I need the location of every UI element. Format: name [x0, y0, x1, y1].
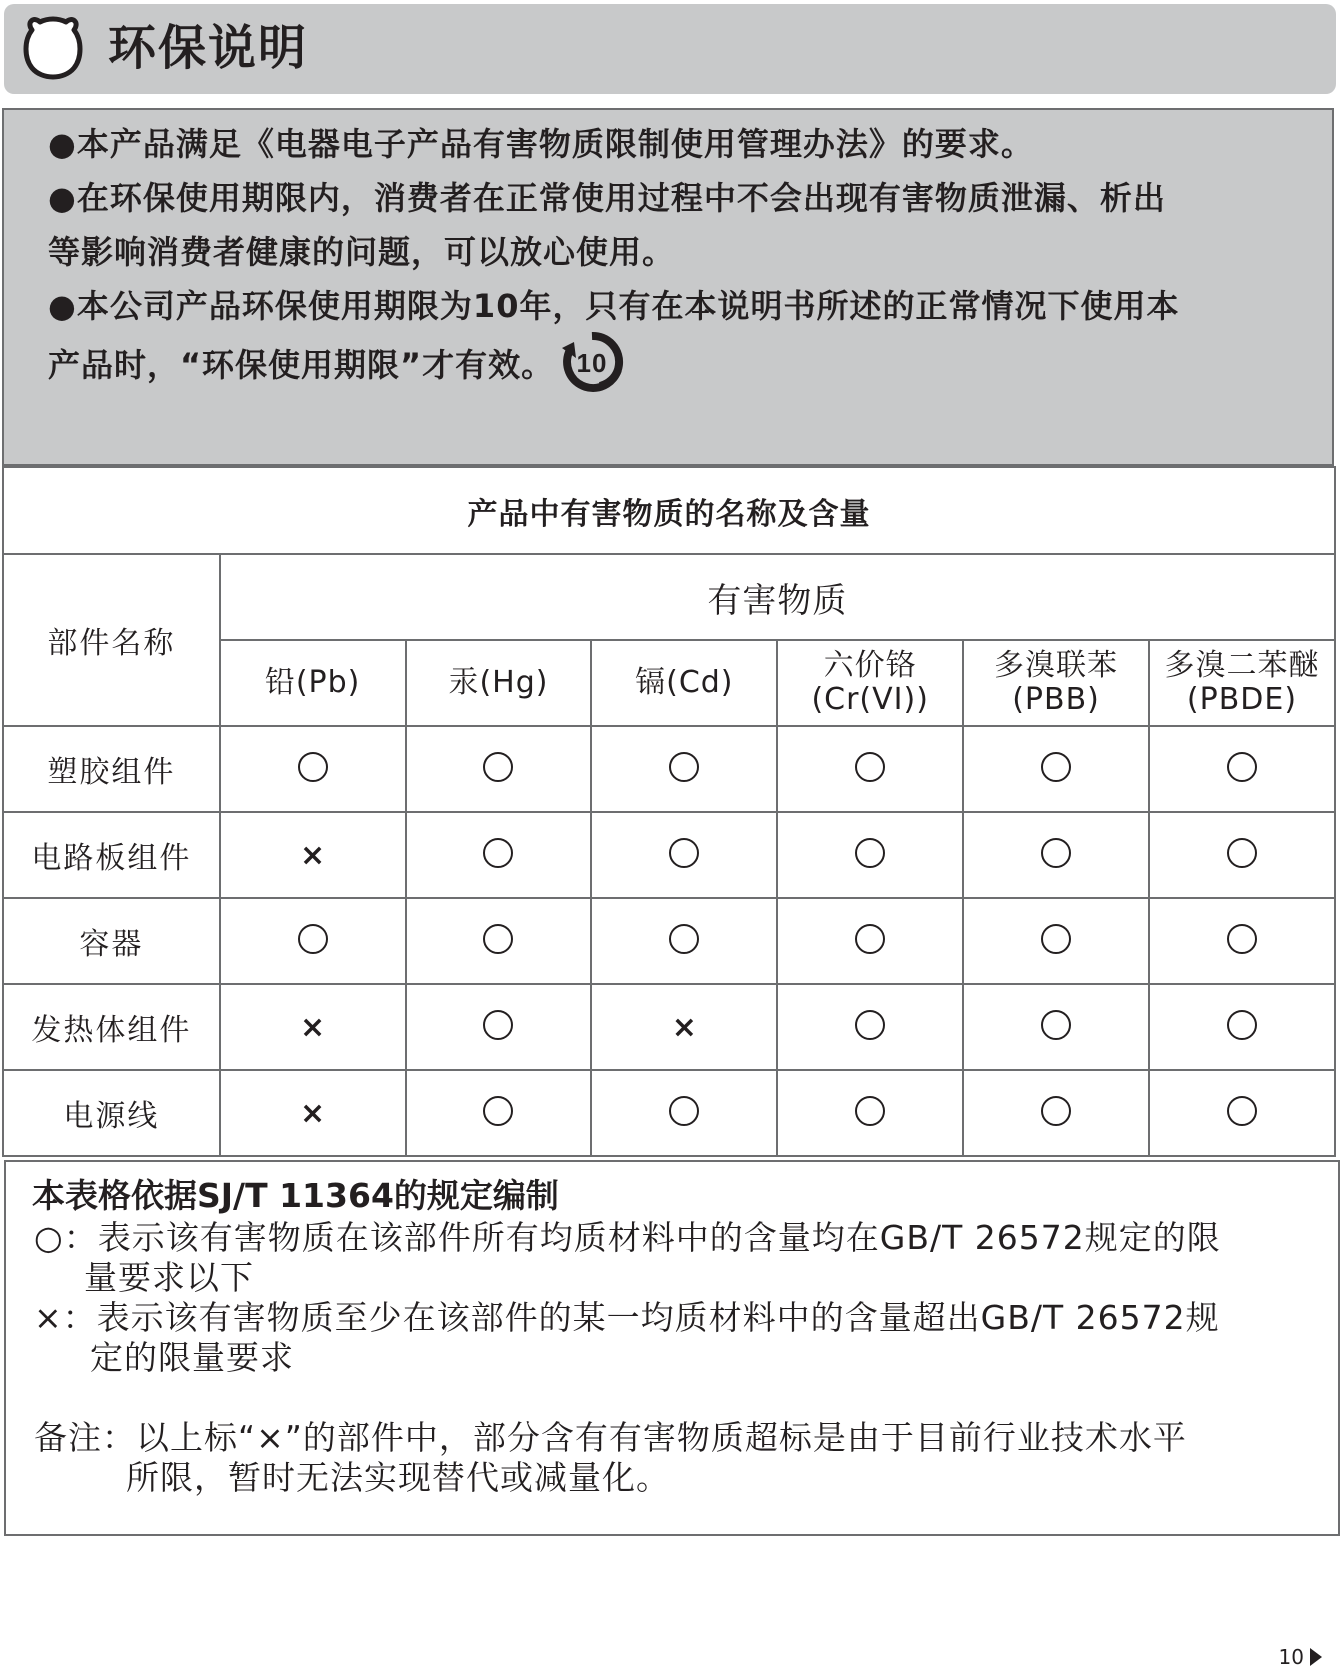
substance-cell: [777, 1070, 963, 1156]
circle-legend-line-1: ○：表示该有害物质在该部件所有均质材料中的含量均在GB/T 26572规定的限: [34, 1218, 1221, 1257]
substance-cell: [406, 898, 592, 984]
column-header-pb: 铅(Pb): [220, 640, 406, 726]
compliant-circle-mark: [855, 838, 885, 868]
compliant-circle-mark: [855, 924, 885, 954]
substance-cell: [591, 726, 777, 812]
hazardous-substances-table: [2, 466, 1336, 1157]
exceeds-cross-mark: ×: [300, 837, 326, 873]
substance-cell: [963, 898, 1149, 984]
notice-line-5: 产品时，“环保使用期限”才有效。: [48, 346, 555, 384]
page-title: 环保说明: [108, 20, 309, 76]
part-name-cell: 电源线: [3, 1070, 220, 1156]
compliant-circle-mark: [1041, 752, 1071, 782]
substance-cell: [220, 726, 406, 812]
substance-cell: [220, 984, 406, 1070]
compliant-circle-mark: [483, 752, 513, 782]
column-header-cd: 镉(Cd): [591, 640, 777, 726]
substance-cell: [591, 1070, 777, 1156]
compliant-circle-mark: [855, 1096, 885, 1126]
substance-cell: [777, 726, 963, 812]
column-header-pbb: 多溴联苯 (PBB): [963, 640, 1149, 726]
compliant-circle-mark: [1041, 1010, 1071, 1040]
substance-cell: [591, 984, 777, 1070]
substance-cell: [777, 898, 963, 984]
compliant-circle-mark: [1041, 1096, 1071, 1126]
substance-cell: [220, 1070, 406, 1156]
substance-cell: [963, 726, 1149, 812]
efup-10-years-icon: [560, 330, 624, 394]
compliant-circle-mark: [1041, 838, 1071, 868]
part-name-cell: 容器: [3, 898, 220, 984]
substance-cell: [963, 812, 1149, 898]
exceeds-cross-mark: ×: [671, 1009, 697, 1045]
part-name-header: 部件名称: [3, 554, 220, 726]
table-row: [3, 812, 1335, 898]
compliant-circle-mark: [483, 1096, 513, 1126]
table-row: [3, 726, 1335, 812]
cross-legend-line-1: ×：表示该有害物质至少在该部件的某一均质材料中的含量超出GB/T 26572规: [34, 1298, 1220, 1337]
bear-head-icon: [18, 14, 88, 84]
table-body: [3, 726, 1335, 1156]
compliant-circle-mark: [483, 1010, 513, 1040]
compliant-circle-mark: [1227, 752, 1257, 782]
substance-cell: [963, 1070, 1149, 1156]
notice-panel: [2, 108, 1334, 466]
notes-box: [4, 1160, 1340, 1536]
compliant-circle-mark: [669, 1096, 699, 1126]
notice-line-5-wrap: [48, 340, 624, 394]
notice-line-1: ●本产品满足《电器电子产品有害物质限制使用管理办法》的要求。: [48, 125, 1034, 163]
compliant-circle-mark: [669, 924, 699, 954]
column-header-hg: 汞(Hg): [406, 640, 592, 726]
substance-cell: [406, 1070, 592, 1156]
notes-title: 本表格依据SJ/T 11364的规定编制: [32, 1176, 559, 1215]
cross-legend-line-2: 定的限量要求: [90, 1338, 294, 1377]
compliant-circle-mark: [669, 838, 699, 868]
remark-line-2: 所限，暂时无法实现替代或减量化。: [126, 1458, 670, 1497]
compliant-circle-mark: [1227, 838, 1257, 868]
substance-cell: [777, 984, 963, 1070]
compliant-circle-mark: [483, 838, 513, 868]
table-row: [3, 1070, 1335, 1156]
circle-legend-line-2: 量要求以下: [84, 1258, 254, 1297]
page-number: [1279, 1645, 1322, 1669]
substance-cell: [1149, 898, 1335, 984]
part-name-cell: 发热体组件: [3, 984, 220, 1070]
compliant-circle-mark: [483, 924, 513, 954]
compliant-circle-mark: [298, 924, 328, 954]
substance-cell: [406, 726, 592, 812]
substances-group-header: 有害物质: [220, 554, 1335, 640]
table-caption: 产品中有害物质的名称及含量: [3, 467, 1335, 554]
compliant-circle-mark: [1227, 1096, 1257, 1126]
exceeds-cross-mark: ×: [300, 1095, 326, 1131]
substance-cell: [1149, 726, 1335, 812]
compliant-circle-mark: [1041, 924, 1071, 954]
compliant-circle-mark: [1227, 1010, 1257, 1040]
compliant-circle-mark: [298, 752, 328, 782]
table-row: [3, 898, 1335, 984]
column-header-pbde: 多溴二苯醚 (PBDE): [1149, 640, 1335, 726]
compliant-circle-mark: [855, 1010, 885, 1040]
badge-number: 10: [576, 348, 608, 378]
notice-line-2: ●在环保使用期限内，消费者在正常使用过程中不会出现有害物质泄漏、析出: [48, 179, 1166, 217]
compliant-circle-mark: [855, 752, 885, 782]
remark-line-1: 备注：以上标“×”的部件中，部分含有有害物质超标是由于目前行业技术水平: [34, 1418, 1187, 1457]
notice-line-4: ●本公司产品环保使用期限为10年，只有在本说明书所述的正常情况下使用本: [48, 287, 1180, 325]
substance-cell: [220, 812, 406, 898]
substance-cell: [777, 812, 963, 898]
exceeds-cross-mark: ×: [300, 1009, 326, 1045]
substance-cell: [1149, 984, 1335, 1070]
table-row: [3, 984, 1335, 1070]
part-name-cell: 电路板组件: [3, 812, 220, 898]
substance-cell: [1149, 1070, 1335, 1156]
section-header: [4, 4, 1336, 94]
column-header-cr6: 六价铬 (Cr(VI)): [777, 640, 963, 726]
substance-cell: [591, 812, 777, 898]
substance-cell: [963, 984, 1149, 1070]
compliant-circle-mark: [1227, 924, 1257, 954]
substance-cell: [1149, 812, 1335, 898]
substance-cell: [406, 812, 592, 898]
substance-cell: [220, 898, 406, 984]
part-name-cell: 塑胶组件: [3, 726, 220, 812]
notice-line-3: 等影响消费者健康的问题，可以放心使用。: [48, 233, 676, 271]
substance-cell: [406, 984, 592, 1070]
page-number-text: 10: [1278, 1645, 1304, 1669]
next-page-arrow-icon: [1310, 1648, 1322, 1666]
substance-cell: [591, 898, 777, 984]
compliant-circle-mark: [669, 752, 699, 782]
